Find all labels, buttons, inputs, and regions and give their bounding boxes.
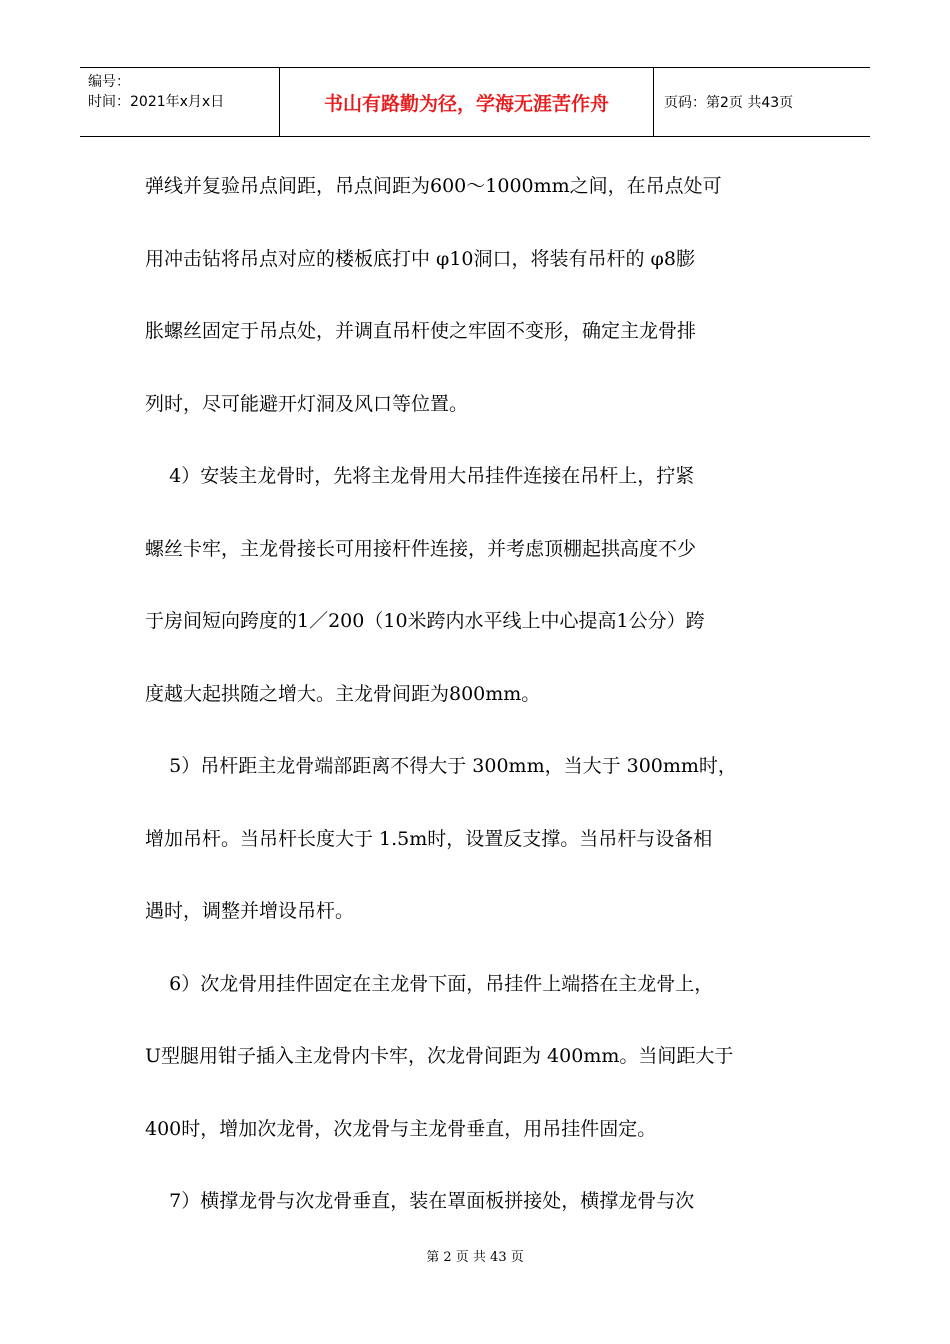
header-page-info: 页码：第2页 共43页 — [664, 95, 794, 111]
body-line: 4）安装主龙骨时，先将主龙骨用大吊挂件连接在吊杆上，拧紧 — [145, 465, 695, 487]
body-line: 列时，尽可能避开灯洞及风口等位置。 — [145, 392, 469, 415]
page-header — [80, 67, 870, 137]
document-number-label: 编号： — [88, 74, 130, 90]
document-body — [145, 164, 810, 1252]
body-line: 6）次龙骨用挂件固定在主龙骨下面，吊挂件上端搭在主龙骨上， — [145, 972, 714, 995]
body-line: U型腿用钳子插入主龙骨内卡牢，次龙骨间距为 400mm。当间距大于 — [145, 1045, 734, 1067]
body-line: 度越大起拱随之增大。主龙骨间距为800mm。 — [145, 682, 541, 705]
body-line: 于房间短向跨度的1／200（10米跨内水平线上中心提高1公分）跨 — [145, 610, 705, 632]
body-line: 增加吊杆。当吊杆长度大于 1.5m时，设置反支撑。当吊杆与设备相 — [145, 827, 713, 850]
body-line: 5）吊杆距主龙骨端部距离不得大于 300mm，当大于 300mm时， — [145, 755, 737, 777]
body-line: 400时，增加次龙骨，次龙骨与主龙骨垂直，用吊挂件固定。 — [145, 1117, 657, 1140]
page-footer: 第 2 页 共 43 页 — [426, 1250, 524, 1265]
body-line: 7）横撑龙骨与次龙骨垂直，装在罩面板拼接处，横撑龙骨与次 — [145, 1190, 695, 1212]
header-motto: 书山有路勤为径，学海无涯苦作舟 — [280, 68, 654, 136]
document-time-label: 时间：2021年x月x日 — [88, 94, 225, 110]
body-line: 螺丝卡牢，主龙骨接长可用接杆件连接，并考虑顶棚起拱高度不少 — [145, 537, 697, 560]
body-line: 胀螺丝固定于吊点处，并调直吊杆使之牢固不变形，确定主龙骨排 — [145, 320, 697, 342]
body-line: 用冲击钻将吊点对应的楼板底打中 φ10洞口，将装有吊杆的 φ8膨 — [145, 247, 695, 270]
header-left-cell — [80, 68, 280, 136]
body-line: 遇时，调整并增设吊杆。 — [145, 900, 355, 922]
body-line: 弹线并复验吊点间距，吊点间距为600～1000mm之间，在吊点处可 — [145, 175, 722, 197]
